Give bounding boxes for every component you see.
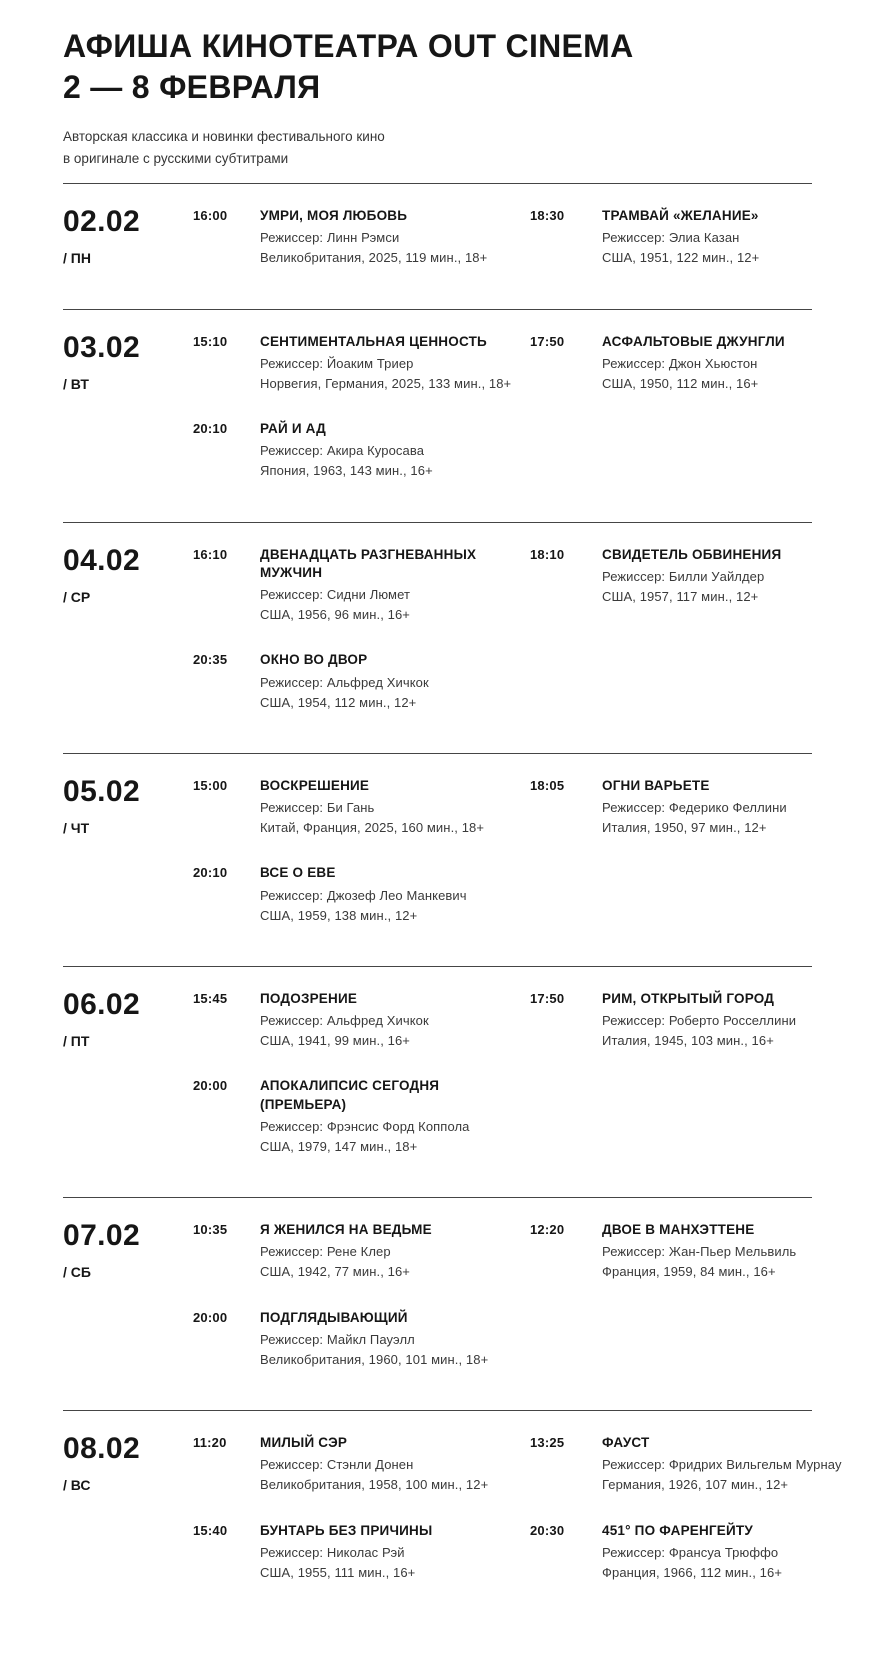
films-column: [530, 990, 812, 1183]
film-time: 20:30: [530, 1522, 565, 1538]
film-director: Режиссер: Джон Хьюстон: [602, 355, 758, 371]
film-details: [260, 1309, 530, 1371]
day-column: [63, 543, 193, 739]
film-info: США, 1956, 96 мин., 16+: [260, 607, 410, 623]
day-weekday: / ЧТ: [63, 819, 90, 836]
film-details: [602, 546, 812, 608]
film-entry: [530, 1221, 812, 1283]
film-info: Италия, 1945, 103 мин., 16+: [602, 1033, 774, 1049]
day-column: [63, 1434, 193, 1609]
film-title: 451° ПО ФАРЕНГЕЙТУ: [602, 1522, 753, 1538]
film-time: 11:20: [193, 1435, 227, 1451]
film-entry: [193, 1221, 530, 1283]
film-details: [260, 990, 530, 1052]
films-column: [530, 777, 812, 952]
films-column: [193, 207, 530, 295]
film-info: США, 1951, 122 мин., 12+: [602, 250, 760, 266]
film-director: Режиссер: Фридрих Вильгельм Мурнау: [602, 1457, 842, 1473]
day-date: 05.02: [63, 774, 141, 808]
film-title: РАЙ И АД: [260, 421, 326, 437]
film-entry: [530, 333, 812, 395]
film-director: Режиссер: Франсуа Трюффо: [602, 1544, 779, 1560]
films-column: [530, 1434, 842, 1609]
film-director: Режиссер: Фрэнсис Форд Коппола: [260, 1118, 470, 1134]
day-row: [63, 310, 812, 523]
page-subtitle-line2: в оригинале с русскими субтитрами: [63, 150, 289, 166]
schedule-body: [63, 184, 842, 1623]
page-subtitle: [63, 126, 812, 169]
film-director: Режиссер: Стэнли Донен: [260, 1457, 414, 1473]
film-title: ПОДОЗРЕНИЕ: [260, 990, 358, 1006]
day-date: 04.02: [63, 543, 141, 577]
film-entry: [530, 990, 812, 1052]
poster-header: [63, 26, 812, 184]
day-row: [63, 1411, 842, 1623]
film-entry: [530, 777, 812, 839]
film-time: 20:10: [193, 865, 228, 881]
films-column: [193, 1221, 530, 1396]
film-title: ТРАМВАЙ «ЖЕЛАНИЕ»: [602, 208, 759, 224]
day-date: 06.02: [63, 987, 141, 1021]
film-time: 17:50: [530, 990, 565, 1006]
film-details: [260, 864, 530, 926]
film-time: 20:00: [193, 1078, 228, 1094]
film-time: 15:45: [193, 990, 228, 1006]
films-column: [193, 990, 530, 1183]
film-title: БУНТАРЬ БЕЗ ПРИЧИНЫ: [260, 1522, 433, 1538]
day-weekday: / ВТ: [63, 375, 89, 392]
film-info: Германия, 1926, 107 мин., 12+: [602, 1477, 789, 1493]
day-weekday: / ПТ: [63, 1032, 90, 1049]
film-info: Китай, Франция, 2025, 160 мин., 18+: [260, 820, 485, 836]
films-column: [193, 1434, 530, 1609]
film-title: МИЛЫЙ СЭР: [260, 1435, 348, 1451]
film-details: [602, 1221, 812, 1283]
film-title: ВОСКРЕШЕНИЕ: [260, 777, 370, 793]
film-director: Режиссер: Майкл Пауэлл: [260, 1331, 415, 1347]
film-director: Режиссер: Федерико Феллини: [602, 800, 787, 816]
film-time: 13:25: [530, 1435, 565, 1451]
film-entry: [193, 420, 530, 482]
film-time: 16:10: [193, 546, 228, 562]
day-weekday: / ВС: [63, 1477, 91, 1494]
film-entry: [193, 777, 530, 839]
film-entry: [193, 1522, 530, 1584]
day-weekday: / ПН: [63, 250, 91, 267]
film-entry: [193, 333, 530, 395]
film-time: 15:40: [193, 1522, 228, 1538]
film-director: Режиссер: Альфред Хичкок: [260, 674, 429, 690]
film-details: [602, 1522, 812, 1584]
films-column: [193, 546, 530, 739]
film-time: 12:20: [530, 1222, 565, 1238]
film-details: [602, 333, 812, 395]
film-details: [602, 777, 812, 839]
film-info: Франция, 1966, 112 мин., 16+: [602, 1564, 783, 1580]
film-info: Франция, 1959, 84 мин., 16+: [602, 1264, 776, 1280]
film-time: 20:10: [193, 421, 228, 437]
film-details: [260, 1077, 530, 1157]
films-column: [530, 333, 812, 508]
film-director: Режиссер: Би Гань: [260, 800, 375, 816]
film-entry: [530, 207, 812, 269]
films-column: [530, 546, 812, 739]
film-title: ФАУСТ: [602, 1435, 650, 1451]
films-column: [530, 207, 812, 295]
film-details: [260, 651, 530, 713]
film-time: 18:05: [530, 777, 565, 793]
film-entry: [193, 207, 530, 269]
film-details: [260, 1434, 530, 1496]
day-column: [63, 987, 193, 1183]
film-title: РИМ, ОТКРЫТЫЙ ГОРОД: [602, 990, 775, 1006]
day-column: [63, 330, 193, 508]
film-time: 17:50: [530, 333, 565, 349]
day-row: [63, 1198, 812, 1411]
day-weekday: / СР: [63, 588, 91, 605]
film-director: Режиссер: Джозеф Лео Манкевич: [260, 887, 467, 903]
film-title: ДВЕНАДЦАТЬ РАЗГНЕВАННЫХ МУЖЧИН: [260, 546, 477, 580]
film-title: ДВОЕ В МАНХЭТТЕНЕ: [602, 1222, 755, 1238]
film-info: США, 1950, 112 мин., 16+: [602, 375, 759, 391]
film-title: АПОКАЛИПСИС СЕГОДНЯ (ПРЕМЬЕРА): [260, 1078, 440, 1112]
film-info: Италия, 1950, 97 мин., 12+: [602, 820, 767, 836]
page-subtitle-line1: Авторская классика и новинки фестивального кино: [63, 128, 385, 144]
film-title: ОГНИ ВАРЬЕТЕ: [602, 777, 710, 793]
film-entry: [193, 546, 530, 626]
film-time: 18:10: [530, 546, 565, 562]
day-column: [63, 774, 193, 952]
film-time: 15:10: [193, 333, 228, 349]
film-details: [260, 333, 530, 395]
film-director: Режиссер: Сидни Люмет: [260, 587, 411, 603]
film-entry: [530, 1434, 842, 1496]
day-date: 02.02: [63, 205, 141, 239]
film-entry: [530, 1522, 812, 1584]
day-row: [63, 754, 812, 967]
film-time: 18:30: [530, 208, 565, 224]
day-column: [63, 1221, 193, 1396]
film-details: [260, 207, 530, 269]
film-info: США, 1957, 117 мин., 12+: [602, 588, 759, 604]
film-entry: [193, 1434, 530, 1496]
film-info: США, 1942, 77 мин., 16+: [260, 1264, 410, 1280]
film-info: Великобритания, 2025, 119 мин., 18+: [260, 250, 488, 266]
film-director: Режиссер: Роберто Росселлини: [602, 1013, 797, 1029]
film-details: [260, 420, 530, 482]
film-director: Режиссер: Рене Клер: [260, 1244, 391, 1260]
film-details: [260, 1522, 530, 1584]
film-entry: [193, 651, 530, 713]
film-info: США, 1955, 111 мин., 16+: [260, 1564, 416, 1580]
film-entry: [530, 546, 812, 608]
film-title: Я ЖЕНИЛСЯ НА ВЕДЬМЕ: [260, 1222, 432, 1238]
day-row: [63, 184, 812, 310]
film-director: Режиссер: Йоаким Триер: [260, 355, 414, 371]
film-director: Режиссер: Линн Рэмси: [260, 230, 400, 246]
day-column: [63, 207, 193, 295]
day-date: 07.02: [63, 1219, 141, 1253]
film-details: [260, 546, 530, 626]
film-time: 20:35: [193, 652, 228, 668]
film-title: ВСЕ О ЕВЕ: [260, 865, 336, 881]
film-info: США, 1979, 147 мин., 18+: [260, 1138, 418, 1154]
film-info: США, 1941, 99 мин., 16+: [260, 1033, 410, 1049]
film-director: Режиссер: Николас Рэй: [260, 1544, 405, 1560]
film-title: АСФАЛЬТОВЫЕ ДЖУНГЛИ: [602, 333, 785, 349]
film-time: 16:00: [193, 208, 228, 224]
page-title-line1: АФИША КИНОТЕАТРА OUT CINEMA: [63, 28, 634, 64]
film-info: Япония, 1963, 143 мин., 16+: [260, 463, 433, 479]
film-director: Режиссер: Акира Куросава: [260, 443, 425, 459]
day-date: 08.02: [63, 1432, 141, 1466]
film-info: Великобритания, 1958, 100 мин., 12+: [260, 1477, 489, 1493]
film-details: [602, 207, 812, 269]
day-date: 03.02: [63, 330, 141, 364]
films-column: [193, 333, 530, 508]
films-column: [530, 1221, 812, 1396]
film-info: США, 1959, 138 мин., 12+: [260, 907, 418, 923]
film-info: Великобритания, 1960, 101 мин., 18+: [260, 1351, 489, 1367]
film-entry: [193, 1309, 530, 1371]
film-entry: [193, 990, 530, 1052]
film-title: ПОДГЛЯДЫВАЮЩИЙ: [260, 1309, 408, 1325]
film-details: [602, 1434, 842, 1496]
film-title: ОКНО ВО ДВОР: [260, 652, 368, 668]
day-row: [63, 967, 812, 1198]
film-title: СВИДЕТЕЛЬ ОБВИНЕНИЯ: [602, 546, 782, 562]
page-title: [63, 26, 812, 108]
film-time: 20:00: [193, 1309, 228, 1325]
film-details: [602, 990, 812, 1052]
film-entry: [193, 864, 530, 926]
film-title: СЕНТИМЕНТАЛЬНАЯ ЦЕННОСТЬ: [260, 333, 487, 349]
film-entry: [193, 1077, 530, 1157]
films-column: [193, 777, 530, 952]
page-title-line2: 2 — 8 ФЕВРАЛЯ: [63, 68, 321, 105]
film-details: [260, 1221, 530, 1283]
film-time: 10:35: [193, 1222, 228, 1238]
film-info: США, 1954, 112 мин., 12+: [260, 694, 417, 710]
film-details: [260, 777, 530, 839]
film-title: УМРИ, МОЯ ЛЮБОВЬ: [260, 208, 408, 224]
day-weekday: / СБ: [63, 1264, 91, 1281]
film-director: Режиссер: Жан-Пьер Мельвиль: [602, 1244, 797, 1260]
film-director: Режиссер: Билли Уайлдер: [602, 568, 765, 584]
film-info: Норвегия, Германия, 2025, 133 мин., 18+: [260, 375, 512, 391]
film-director: Режиссер: Элиа Казан: [602, 230, 740, 246]
film-time: 15:00: [193, 777, 228, 793]
film-director: Режиссер: Альфред Хичкок: [260, 1013, 429, 1029]
day-row: [63, 523, 812, 754]
